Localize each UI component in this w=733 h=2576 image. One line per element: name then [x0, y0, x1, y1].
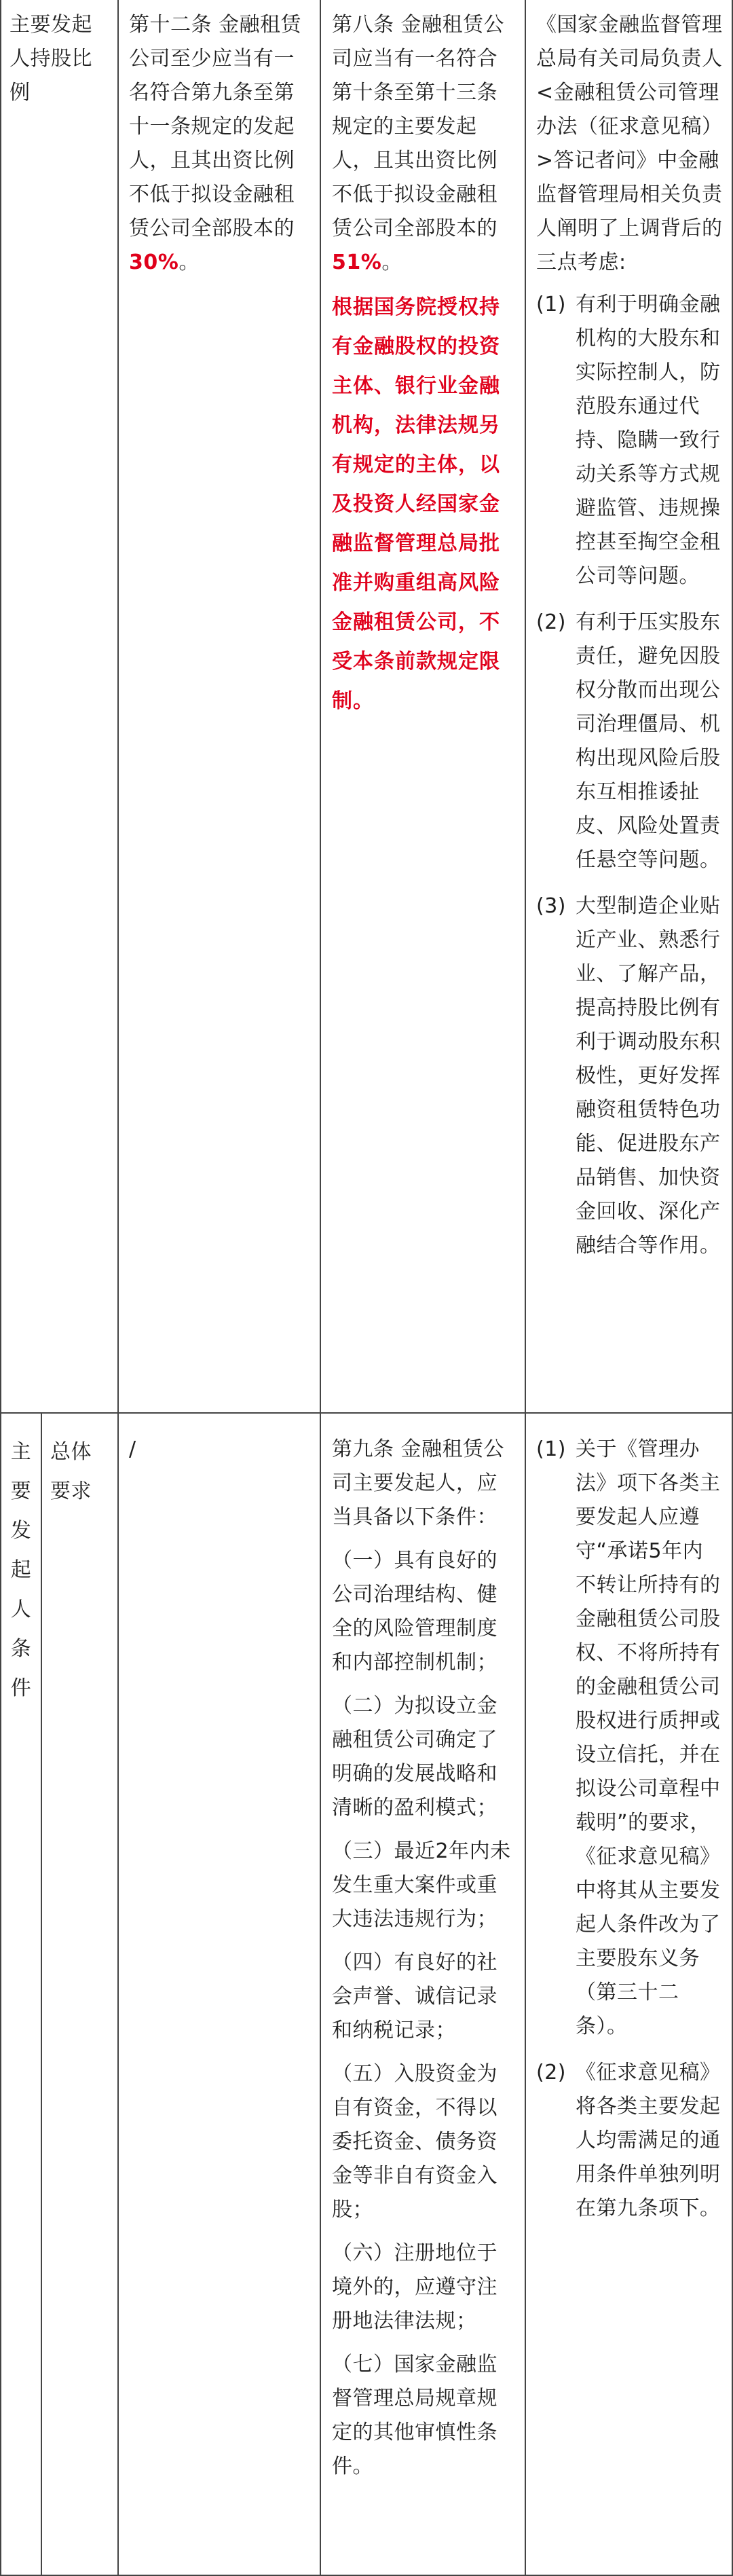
commentary-intro: 《国家金融监督管理总局有关司局负责人<金融租赁公司管理办法（征求意见稿）>答记者问》中金融监督管理局相关负责人阐明了上调背后的三点考虑: — [536, 13, 723, 274]
new-rule-paragraph — [332, 8, 516, 280]
old-rule-text: 第十二条 金融租赁公司至少应当有一名符合第九条至第十一条规定的发起人，且其出资比例不低于拟设金融租赁公司全部股本的 — [129, 13, 302, 240]
row1-new-rule-cell — [332, 8, 516, 729]
new-rule-tail: 。 — [381, 251, 402, 274]
condition-item: （五）入股资金为自有资金，不得以委托资金、债务资金等非自有资金入股； — [332, 2062, 497, 2222]
item-text: 关于《管理办法》项下各类主要发起人应遵守“承诺5年内不转让所持有的金融租赁公司股权、不将所持有的金融租赁公司股权进行质押或设立信托，并在拟设公司章程中载明”的要求，《征求意见稿》中将其从主要发起人条件改为了主要股东义务（第三十二条）。 — [576, 1437, 721, 2038]
row2-old-rule-cell — [129, 1433, 311, 1467]
new-rule-intro: 第九条 金融租赁公司主要发起人，应当具备以下条件： — [332, 1437, 505, 1529]
commentary-item — [536, 288, 723, 593]
table-divider-row2-group — [41, 1414, 42, 2576]
commentary-item — [536, 889, 723, 1263]
item-number: (2) — [536, 610, 566, 634]
commentary-item — [536, 606, 723, 877]
old-rule-placeholder: / — [129, 1437, 136, 1461]
condition-item: （四）有良好的社会声誉、诚信记录和纳税记录； — [332, 1951, 497, 2042]
table-divider-col3 — [525, 0, 526, 2576]
item-text: 大型制造企业贴近产业、熟悉行业、了解产品，提高持股比例有利于调动股东积极性，更好发挥融资租赁特色功能、促进股东产品销售、加快资金回收、深化产融结合等作用。 — [576, 894, 721, 1257]
item-text: 有利于压实股东责任，避免因股权分散而出现公司治理僵局、机构出现风险后股东互相推诿扯皮、风险处置责任悬空等问题。 — [576, 610, 721, 872]
row2-new-rule-cell — [332, 1433, 516, 2493]
table-row-divider — [0, 1412, 733, 1414]
condition-item: （二）为拟设立金融租赁公司确定了明确的发展战略和清晰的盈利模式； — [332, 1694, 497, 1820]
row-label: 主要发起人持股比例 — [10, 13, 92, 105]
item-number: (2) — [536, 2061, 566, 2084]
commentary-item — [536, 1433, 723, 2044]
table-divider-col2 — [320, 0, 321, 2576]
condition-item: （三）最近2年内未发生重大案件或重大违法违规行为； — [332, 1839, 511, 1931]
item-text: 《征求意见稿》将各类主要发起人均需满足的通用条件单独列明在第九条项下。 — [576, 2061, 721, 2220]
old-rule-highlight: 30% — [129, 251, 179, 274]
item-text: 有利于明确金融机构的大股东和实际控制人，防范股东通过代持、隐瞒一致行动关系等方式规避监管、违规操控甚至掏空金租公司等问题。 — [576, 293, 721, 588]
condition-item: （七）国家金融监督管理总局规章规定的其他审慎性条件。 — [332, 2353, 497, 2478]
row1-old-rule-cell — [129, 8, 311, 280]
condition-item: （一）具有良好的公司治理结构、健全的风险管理制度和内部控制机制； — [332, 1549, 497, 1674]
item-number: (3) — [536, 894, 566, 918]
old-rule-tail: 。 — [178, 251, 200, 274]
row1-label-cell — [10, 8, 109, 110]
group-label: 主要发起人条件 — [10, 1440, 32, 1700]
new-rule-highlight: 51% — [332, 251, 382, 274]
table-border-left — [0, 0, 1, 2576]
item-number: (1) — [536, 1437, 566, 1461]
row2-sub-label-cell — [50, 1433, 111, 1511]
commentary-item — [536, 2056, 723, 2226]
sub-label: 总体要求 — [50, 1440, 92, 1503]
condition-item: （六）注册地位于境外的，应遵守注册地法律法规； — [332, 2241, 497, 2333]
new-rule-exception: 根据国务院授权持有金融股权的投资主体、银行业金融机构，法律法规另有规定的主体，以及投资人经国家金融监督管理总局批准并购重组高风险金融租赁公司，不受本条前款规定限制。 — [332, 295, 500, 713]
row2-commentary-cell — [536, 1433, 723, 2238]
row2-group-label-cell — [10, 1433, 33, 1708]
item-number: (1) — [536, 293, 566, 316]
row1-commentary-cell — [536, 8, 723, 1275]
table-divider-col1 — [117, 0, 119, 2576]
new-rule-text: 第八条 金融租赁公司应当有一名符合第十条至第十三条规定的主要发起人，且其出资比例不低于拟设金融租赁公司全部股本的 — [332, 13, 505, 240]
